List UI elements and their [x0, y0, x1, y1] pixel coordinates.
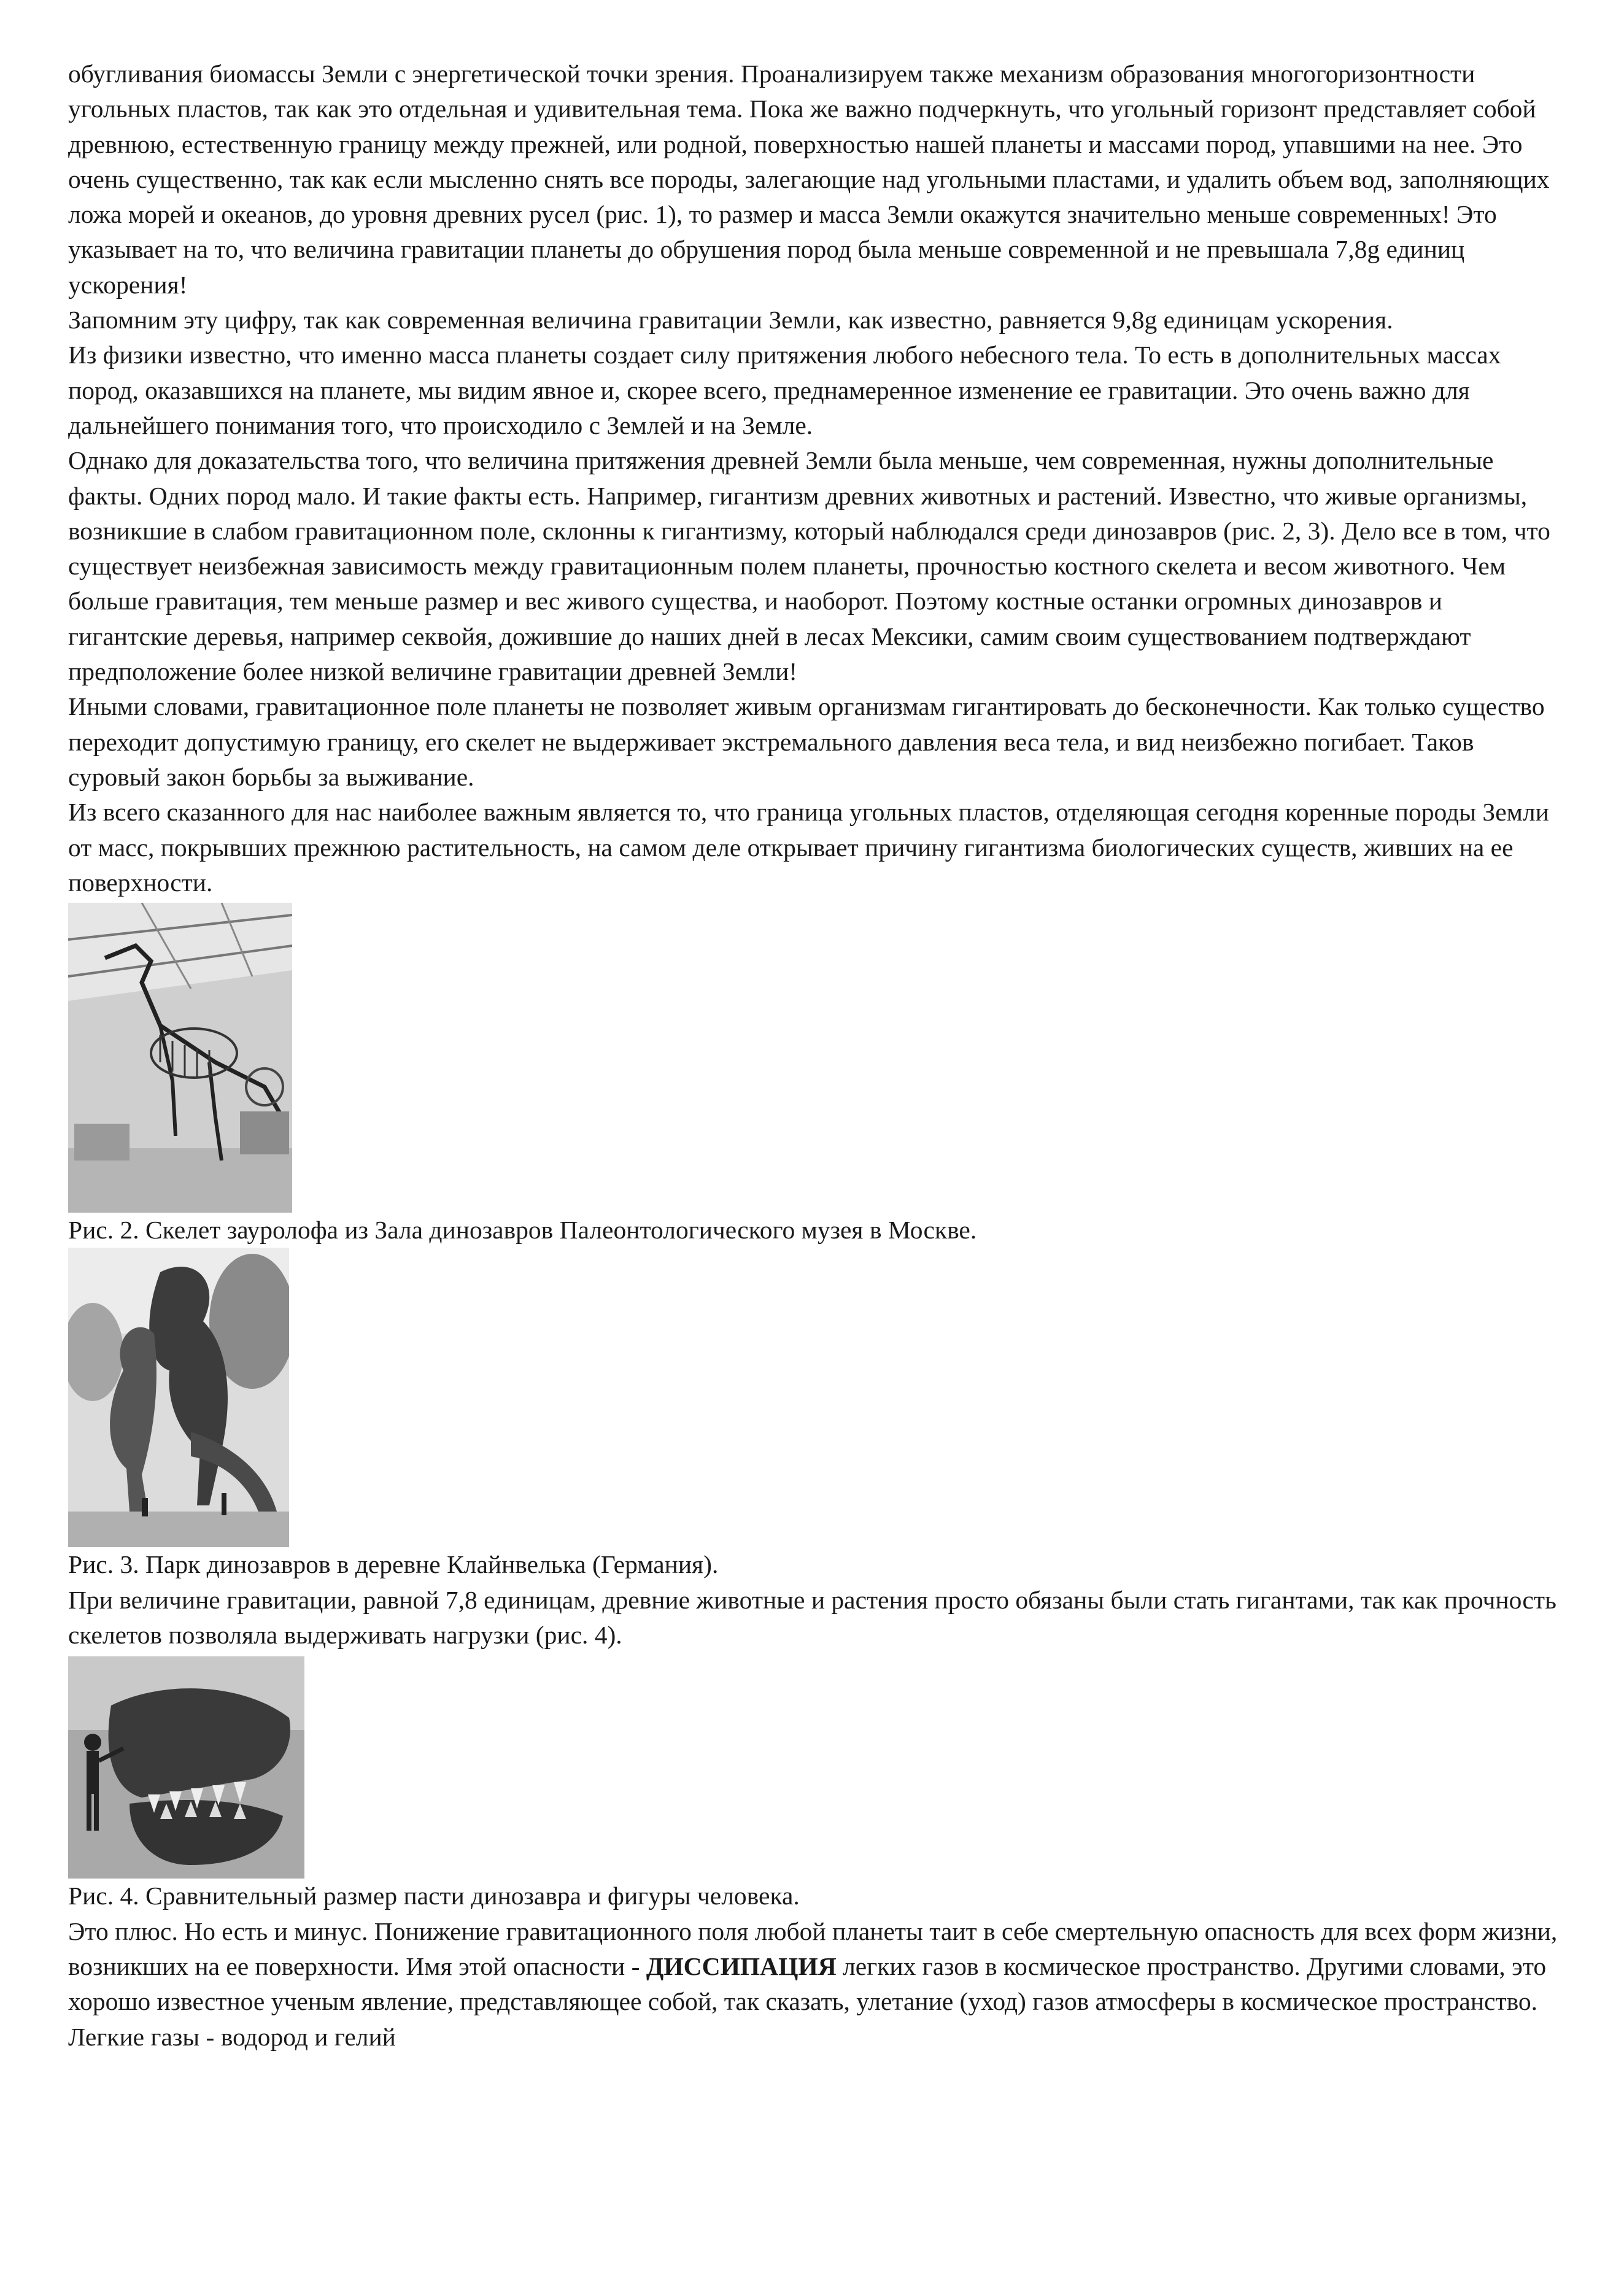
figure-3-caption: Рис. 3. Парк динозавров в деревне Клайнвелька (Германия).	[68, 1550, 719, 1579]
document-page	[68, 56, 1566, 2055]
paragraph-7: При величине гравитации, равной 7,8 единицам, древние животные и растения просто обязаны были стать гигантами, так как прочность скелетов позволяла выдерживать нагрузки (рис. 4).	[68, 1585, 1556, 1650]
paragraph-5: Иными словами, гравитационное поле планеты не позволяет живым организмам гигантировать до бесконечности. Как только существо переходит допустимую границу, его скелет не выдерживает экстремального давления веса тела, и вид неизбежно погибает. Таков суровый закон борьбы за выживание.	[68, 692, 1545, 791]
figure-3-dinosaur-park-photo	[68, 1248, 289, 1547]
paragraph-8-start: Это плюс. Но есть и минус. Понижение гравитационного поля любой планеты таит в себе смертельную опасность для всех форм жизни, возникших на ее поверхности. Имя этой опасности -	[68, 1917, 1558, 1980]
paragraph-8-end: легких газов в космическое пространство. Другими словами, это хорошо известное ученым явление, представляющее собой, так сказать, улетание (уход) газов атмосферы в космическое пространство. Легкие газы - водород и гелий	[68, 1952, 1547, 2051]
paragraph-6: Из всего сказанного для нас наиболее важным является то, что граница угольных пластов, отделяющая сегодня коренные породы Земли от масс, покрывших прежнюю растительность, на самом деле открывает причину гигантизма биологических существ, живших на ее поверхности.	[68, 798, 1549, 897]
figure-2-caption: Рис. 2. Скелет зауролофа из Зала динозавров Палеонтологического музея в Москве.	[68, 1216, 977, 1245]
paragraph-2: Запомним эту цифру, так как современная величина гравитации Земли, как известно, равняется 9,8g единицам ускорения.	[68, 306, 1393, 334]
paragraph-8	[68, 1914, 1566, 2055]
figure-2-skeleton-photo	[68, 903, 292, 1213]
paragraph-4: Однако для доказательства того, что величина притяжения древней Земли была меньше, чем современная, нужны дополнительные факты. Одних пород мало. И такие факты есть. Например, гигантизм древних животных и растений. Известно, что живые организмы, возникшие в слабом гравитационном поле, склонны к гигантизму, который наблюдался среди динозавров (рис. 2, 3). Дело все в том, что существует неизбежная зависимость между гравитационным полем планеты, прочностью костного скелета и весом животного. Чем больше гравитация, тем меньше размер и вес живого существа, и наоборот. Поэтому костные останки огромных динозавров и гигантские деревья, например секвойя, дожившие до наших дней в лесах Мексики, самим своим существованием подтверждают предположение более низкой величине гравитации древней Земли!	[68, 446, 1550, 686]
figure-4-caption: Рис. 4. Сравнительный размер пасти динозавра и фигуры человека.	[68, 1882, 800, 1910]
paragraph-3: Из физики известно, что именно масса планеты создает силу притяжения любого небесного тела. То есть в дополнительных массах пород, оказавшихся на планете, мы видим явное и, скорее всего, преднамеренное изменение ее гравитации. Это очень важно для дальнейшего понимания того, что происходило с Землей и на Земле.	[68, 341, 1501, 439]
figure-4-dinosaur-jaw-photo	[68, 1656, 304, 1879]
paragraph-1: обугливания биомассы Земли с энергетической точки зрения. Проанализируем также механизм образования многогоризонтности угольных пластов, так как это отдельная и удивительная тема. Пока же важно подчеркнуть, что угольный горизонт представляет собой древнюю, естественную границу между прежней, или родной, поверхностью нашей планеты и массами пород, упавшими на нее. Это очень существенно, так как если мысленно снять все породы, залегающие над угольными пластами, и удалить объем вод, заполняющих ложа морей и океанов, до уровня древних русел (рис. 1), то размер и масса Земли окажутся значительно меньше современных! Это указывает на то, что величина гравитации планеты до обрушения пород была меньше современной и не превышала 7,8g единиц ускорения!	[68, 60, 1550, 299]
dissipation-term: ДИССИПАЦИЯ	[646, 1952, 837, 1980]
